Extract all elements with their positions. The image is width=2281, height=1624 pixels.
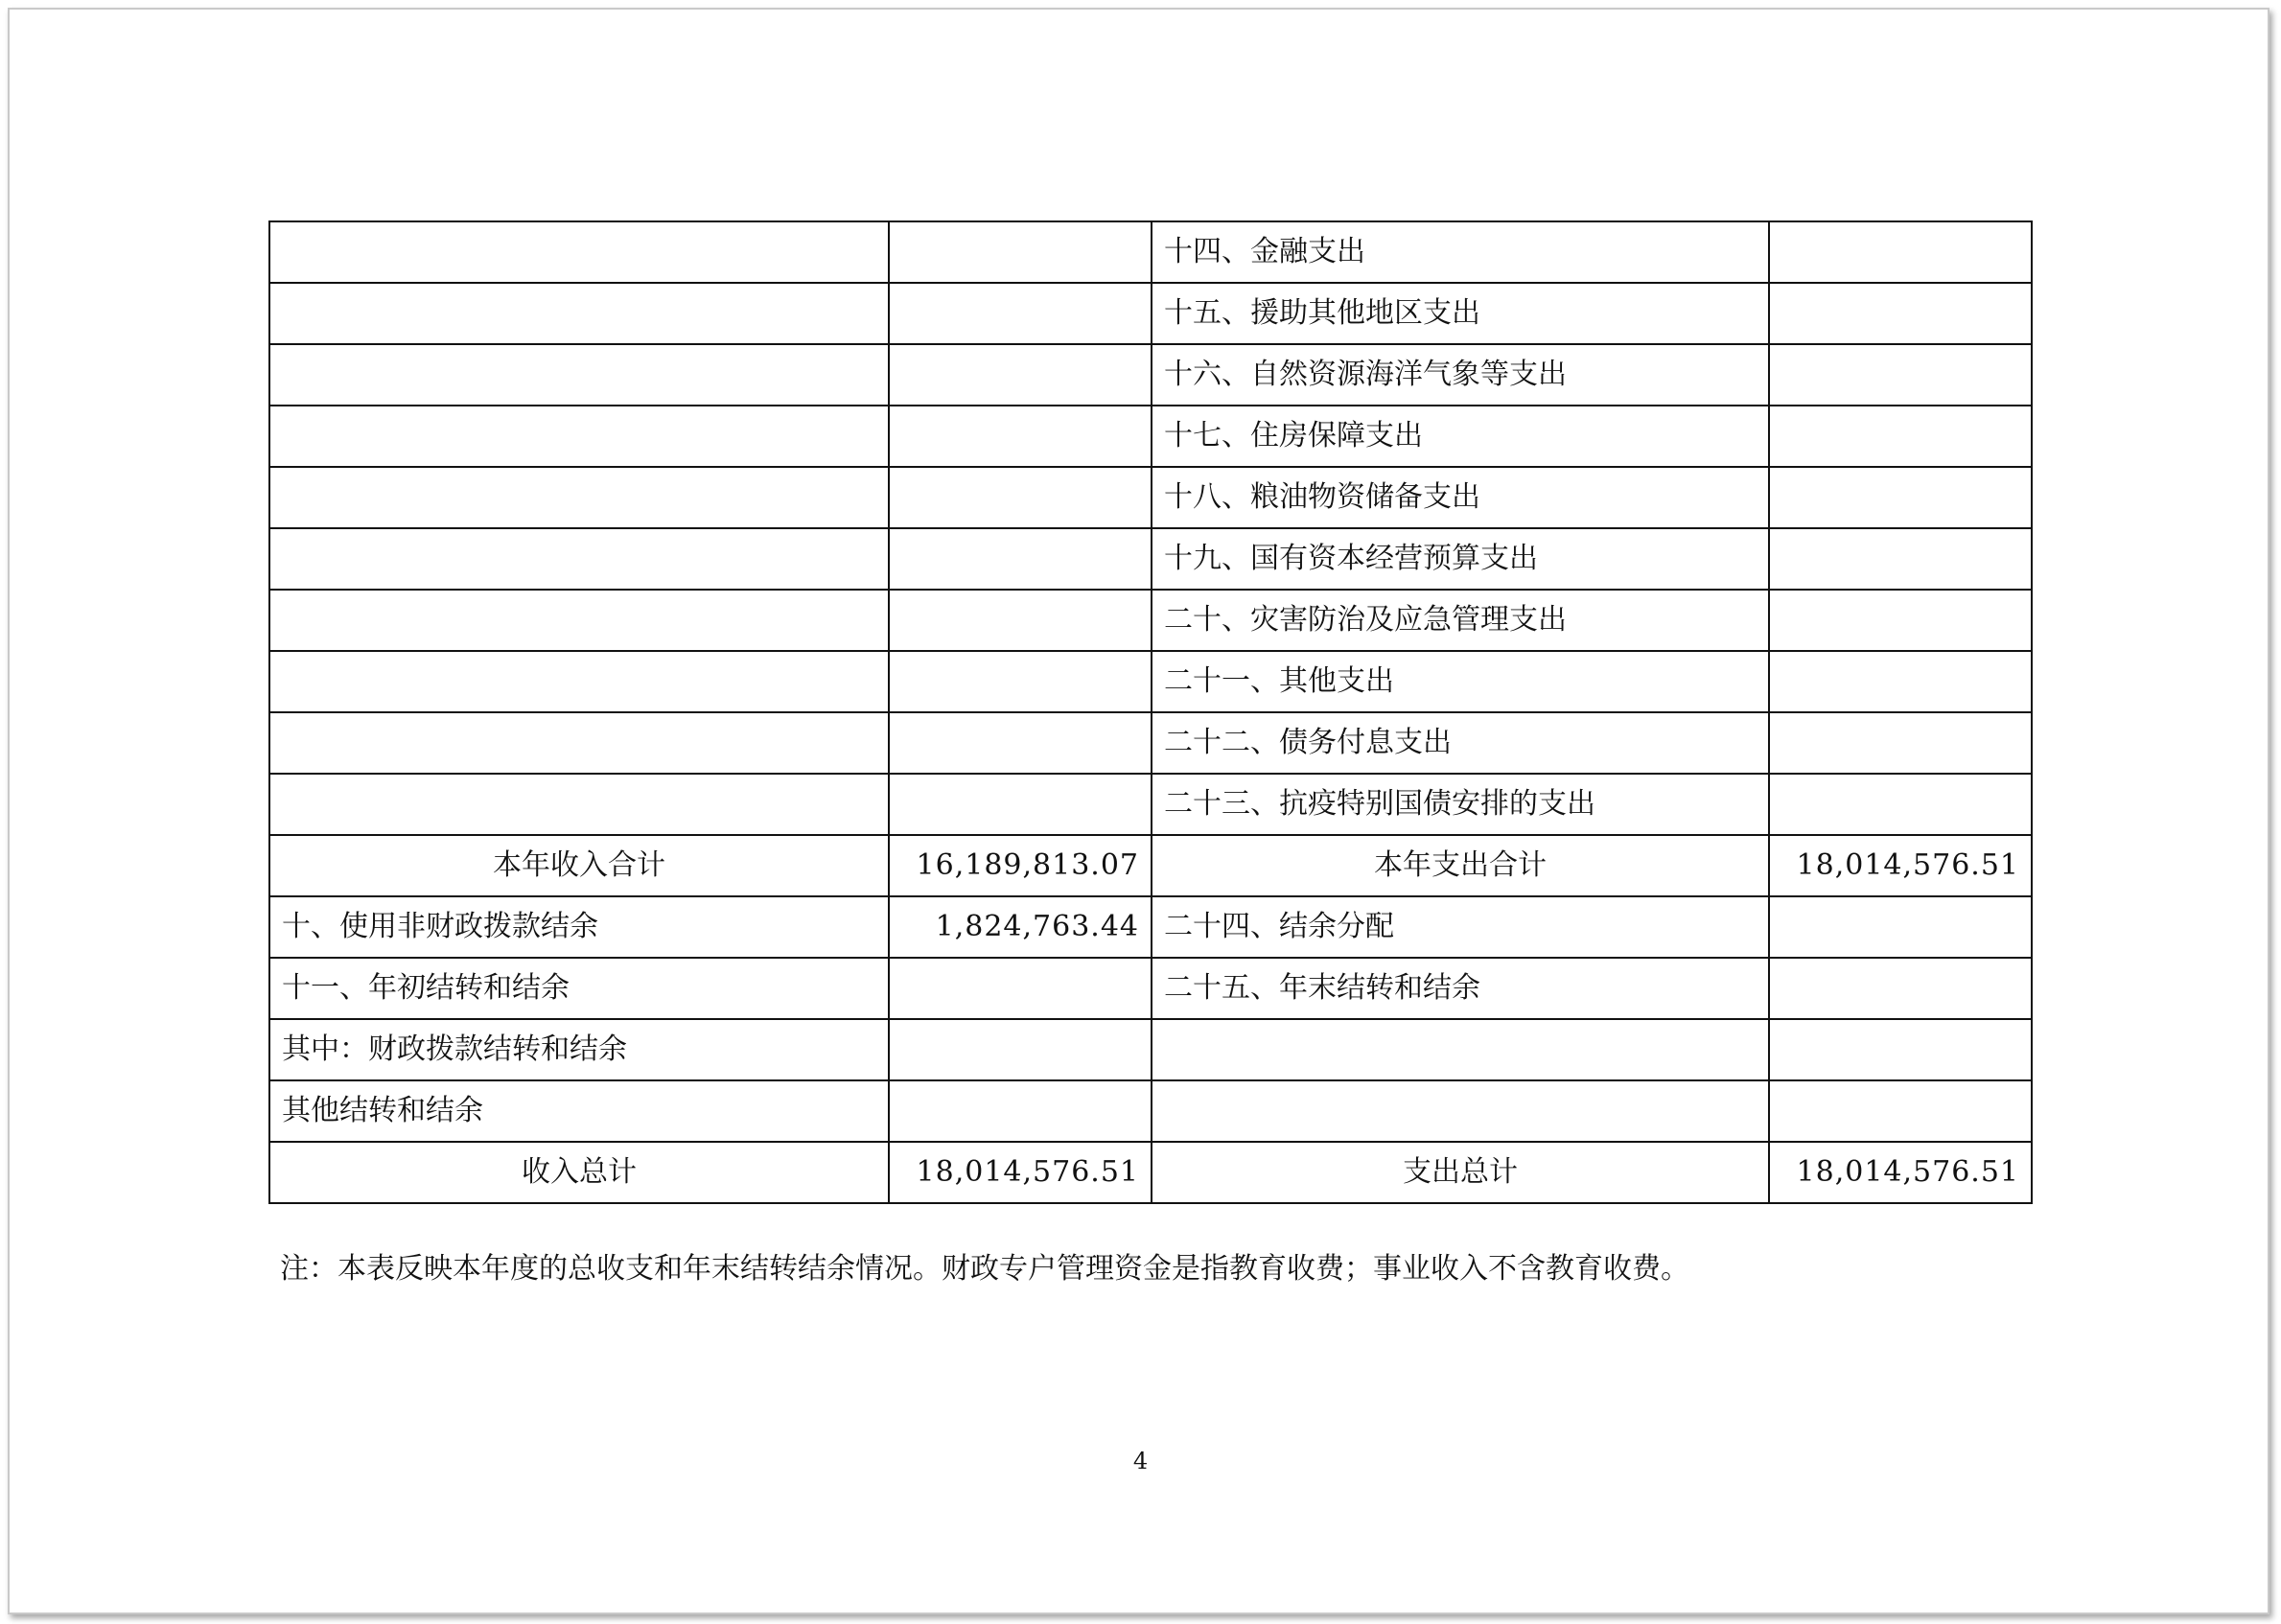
page-number: 4 — [1132, 1448, 1149, 1474]
income-expense-table — [268, 220, 2033, 1204]
expense-item: 十九、国有资本经营预算支出 — [1152, 528, 1769, 590]
expense-item: 十七、住房保障支出 — [1152, 406, 1769, 467]
other-carryover-row — [269, 1080, 2032, 1142]
table-row — [269, 467, 2032, 528]
annual-total-row — [269, 835, 2032, 896]
grand-total-row — [269, 1142, 2032, 1203]
expense-item: 十五、援助其他地区支出 — [1152, 283, 1769, 344]
annual-income-total-label: 本年收入合计 — [269, 835, 889, 896]
fiscal-carryover-row — [269, 1019, 2032, 1080]
expense-item: 十四、金融支出 — [1152, 221, 1769, 283]
income-subitem: 其中：财政拨款结转和结余 — [269, 1019, 889, 1080]
table-row — [269, 528, 2032, 590]
grand-expense-total-value: 18,014,576.51 — [1769, 1142, 2032, 1203]
carryover-row — [269, 958, 2032, 1019]
annual-income-total-value: 16,189,813.07 — [889, 835, 1152, 896]
expense-item: 二十三、抗疫特别国债安排的支出 — [1152, 774, 1769, 835]
document-page — [8, 8, 2269, 1614]
table-row — [269, 590, 2032, 651]
expense-item: 二十四、结余分配 — [1152, 896, 1769, 958]
table-row — [269, 344, 2032, 406]
table-row — [269, 651, 2032, 712]
non-fiscal-balance-row — [269, 896, 2032, 958]
expense-item: 十六、自然资源海洋气象等支出 — [1152, 344, 1769, 406]
income-subitem: 其他结转和结余 — [269, 1080, 889, 1142]
expense-item: 二十五、年末结转和结余 — [1152, 958, 1769, 1019]
income-value: 1,824,763.44 — [889, 896, 1152, 958]
income-item: 十一、年初结转和结余 — [269, 958, 889, 1019]
income-item: 十、使用非财政拨款结余 — [269, 896, 889, 958]
table-row — [269, 406, 2032, 467]
expense-item: 二十二、债务付息支出 — [1152, 712, 1769, 774]
table-footnote: 注：本表反映本年度的总收支和年末结转结余情况。财政专户管理资金是指教育收费；事业收入不含教育收费。 — [280, 1252, 1689, 1286]
table-row — [269, 283, 2032, 344]
expense-item: 十八、粮油物资储备支出 — [1152, 467, 1769, 528]
expense-item: 二十一、其他支出 — [1152, 651, 1769, 712]
annual-expense-total-value: 18,014,576.51 — [1769, 835, 2032, 896]
grand-expense-total-label: 支出总计 — [1152, 1142, 1769, 1203]
expense-item: 二十、灾害防治及应急管理支出 — [1152, 590, 1769, 651]
table-row — [269, 774, 2032, 835]
grand-income-total-value: 18,014,576.51 — [889, 1142, 1152, 1203]
table-row — [269, 712, 2032, 774]
annual-expense-total-label: 本年支出合计 — [1152, 835, 1769, 896]
grand-income-total-label: 收入总计 — [269, 1142, 889, 1203]
table-row — [269, 221, 2032, 283]
